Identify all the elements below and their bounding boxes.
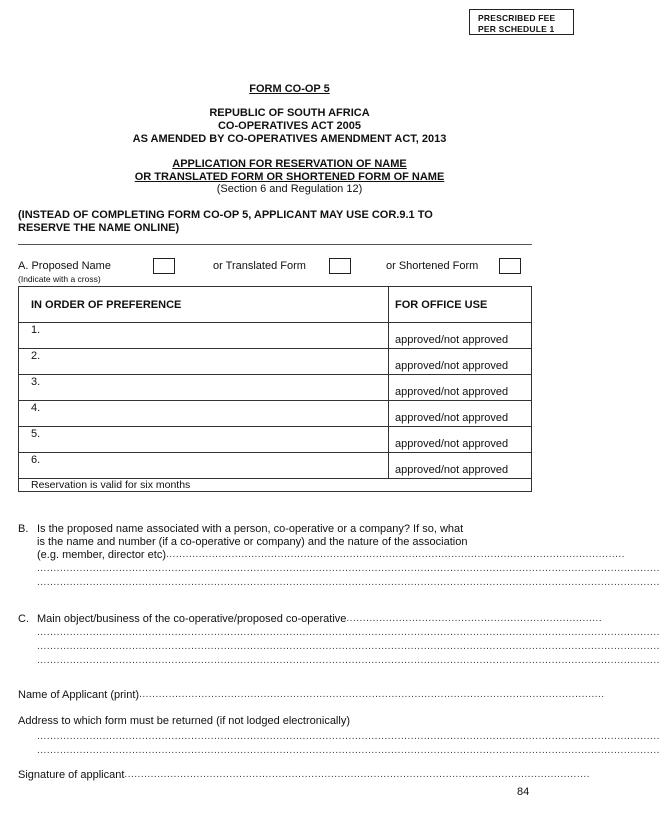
name-entry-cell[interactable] [19, 453, 389, 479]
office-use-cell [389, 375, 532, 401]
section-b-line-2: is the name and number (if a co-operative or company) and the nature of the association [37, 536, 468, 548]
main-object-field[interactable]: .............................................................................. [346, 613, 603, 624]
table-footer-row [19, 479, 532, 492]
association-answer-line-2[interactable]: .............................................................................................................................................................................................. [37, 563, 660, 574]
header-line-3: AS AMENDED BY CO-OPERATIVES AMENDMENT ACT, 2013 [132, 133, 447, 145]
row-number: 2. [31, 350, 41, 362]
reservation-validity-note: Reservation is valid for six months [19, 479, 532, 492]
divider [18, 244, 532, 245]
notice-line-1: (INSTEAD OF COMPLETING FORM CO-OP 5, APPLICANT MAY USE COR.9.1 TO [18, 209, 433, 221]
proposed-name-checkbox[interactable] [153, 258, 175, 274]
name-entry-cell[interactable] [19, 349, 389, 375]
notice-line-2: RESERVE THE NAME ONLINE) [18, 222, 180, 234]
name-preference-table [18, 286, 532, 492]
office-use-cell [389, 401, 532, 427]
name-entry-cell[interactable] [19, 401, 389, 427]
shortened-form-label: or Shortened Form [386, 260, 479, 272]
table-header-row [19, 287, 532, 323]
applicant-name-row [18, 689, 605, 701]
table-row [19, 375, 532, 401]
section-b-line-3-row [37, 549, 625, 561]
header-line-1: REPUBLIC OF SOUTH AFRICA [209, 107, 370, 119]
online-notice [18, 209, 433, 235]
main-object-line-4[interactable]: .............................................................................................................................................................................................. [37, 655, 660, 666]
name-entry-cell[interactable] [19, 323, 389, 349]
fee-line-1: PRESCRIBED FEE [478, 13, 556, 23]
row-number: 5. [31, 428, 41, 440]
row-number: 6. [31, 454, 41, 466]
table-row [19, 453, 532, 479]
approval-status: approved/not approved [395, 464, 509, 476]
section-c-text: Main object/business of the co-operative/proposed co-operative [37, 613, 347, 625]
address-line-1[interactable]: .............................................................................................................................................................................................. [37, 731, 660, 742]
approval-status: approved/not approved [395, 438, 509, 450]
office-use-cell [389, 323, 532, 349]
office-use-cell [389, 349, 532, 375]
section-c-label: C. [18, 613, 29, 625]
signature-row [18, 769, 590, 781]
table-row [19, 349, 532, 375]
subtitle-line-2: OR TRANSLATED FORM OR SHORTENED FORM OF NAME [134, 170, 445, 183]
table-row [19, 401, 532, 427]
row-number: 3. [31, 376, 41, 388]
applicant-name-field[interactable]: .............................................................................................................................................. [139, 689, 605, 700]
signature-label: Signature of applicant [18, 769, 125, 781]
section-b-label: B. [18, 523, 29, 535]
association-answer-field[interactable]: ............................................................................................................................................ [166, 549, 625, 560]
address-label: Address to which form must be returned (if not lodged electronically) [18, 715, 350, 727]
name-entry-cell[interactable] [19, 427, 389, 453]
indicate-hint: (Indicate with a cross) [18, 274, 101, 284]
subtitle-block [0, 158, 579, 196]
office-use-cell [389, 453, 532, 479]
translated-form-label: or Translated Form [213, 260, 306, 272]
office-use-header: FOR OFFICE USE [389, 287, 532, 323]
subtitle-line-3: (Section 6 and Regulation 12) [216, 183, 363, 195]
subtitle-line-1: APPLICATION FOR RESERVATION OF NAME [172, 158, 407, 170]
signature-field[interactable]: .............................................................................................................................................. [124, 769, 590, 780]
name-entry-cell[interactable] [19, 375, 389, 401]
main-object-line-2[interactable]: .............................................................................................................................................................................................. [37, 627, 660, 638]
section-b-line-3: (e.g. member, director etc) [37, 549, 166, 561]
address-line-2[interactable]: .............................................................................................................................................................................................. [37, 745, 660, 756]
translated-form-checkbox[interactable] [329, 258, 351, 274]
header-block [0, 107, 579, 146]
approval-status: approved/not approved [395, 360, 509, 372]
section-b-question [37, 523, 532, 549]
section-b-line-1: Is the proposed name associated with a person, co-operative or a company? If so, what [37, 523, 464, 535]
applicant-name-label: Name of Applicant (print) [18, 689, 140, 701]
preference-header: IN ORDER OF PREFERENCE [19, 287, 389, 323]
header-line-2: CO-OPERATIVES ACT 2005 [217, 120, 362, 132]
page-number: 84 [517, 786, 530, 798]
main-object-line-3[interactable]: .............................................................................................................................................................................................. [37, 641, 660, 652]
row-number: 4. [31, 402, 41, 414]
table-row [19, 323, 532, 349]
association-answer-line-3[interactable]: .............................................................................................................................................................................................. [37, 577, 660, 588]
office-use-cell [389, 427, 532, 453]
fee-line-2: PER SCHEDULE 1 [478, 24, 555, 34]
form-title: FORM CO-OP 5 [249, 83, 330, 95]
row-number: 1. [31, 324, 41, 336]
shortened-form-checkbox[interactable] [499, 258, 521, 274]
section-c-row [37, 613, 603, 625]
approval-status: approved/not approved [395, 412, 509, 424]
approval-status: approved/not approved [395, 386, 509, 398]
approval-status: approved/not approved [395, 334, 509, 346]
table-row [19, 427, 532, 453]
proposed-name-label: A. Proposed Name [18, 260, 111, 272]
prescribed-fee-box [469, 9, 574, 35]
